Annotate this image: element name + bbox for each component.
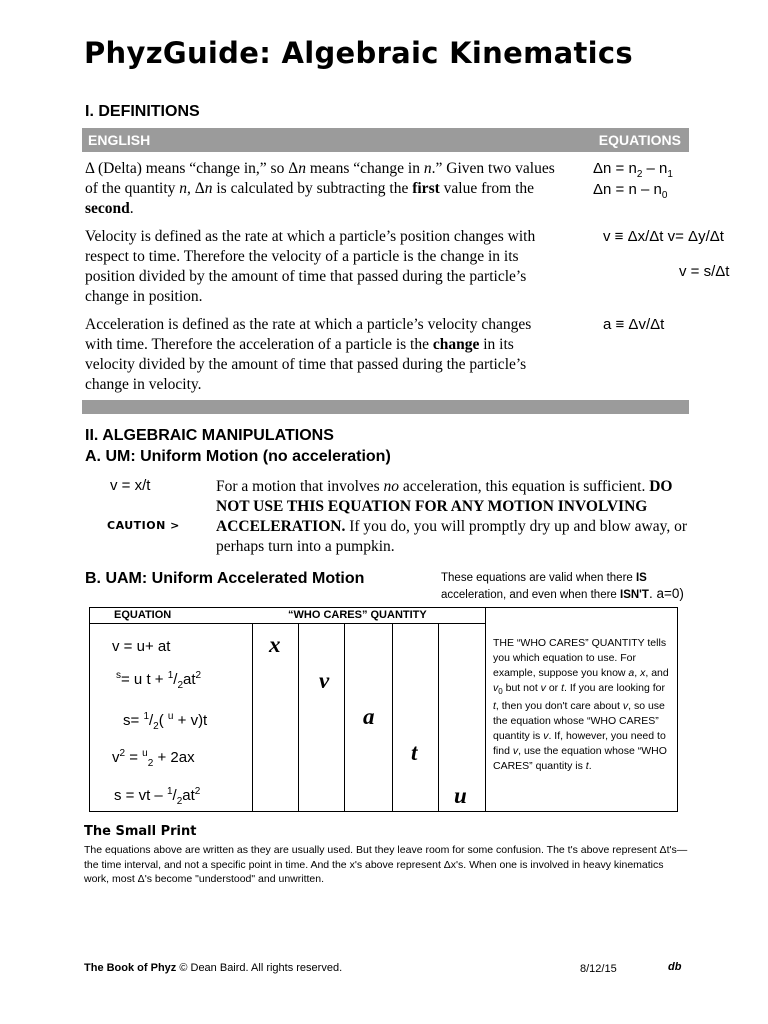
acceleration-equation: a ≡ Δv/Δt bbox=[603, 316, 665, 333]
definitions-header-bar bbox=[82, 128, 689, 152]
um-equation: v = x/t bbox=[110, 477, 151, 494]
definitions-heading: I. DEFINITIONS bbox=[85, 103, 200, 120]
manipulations-heading: II. ALGEBRAIC MANIPULATIONS bbox=[85, 427, 334, 444]
page-title: PhyzGuide: Algebraic Kinematics bbox=[84, 36, 633, 70]
uam-table bbox=[89, 607, 678, 812]
velocity-equation-1: v ≡ Δx/Δt v= Δy/Δt bbox=[603, 228, 724, 245]
acceleration-definition: Acceleration is defined as the rate at which a particle’s velocity changes with time. Therefore the acceleration of a particle is the change in its velocity divided by the amount of time that passed during the particle’s change in velocity. bbox=[85, 316, 532, 393]
footer-date: 8/12/15 bbox=[580, 963, 617, 975]
uam-equation-2: $^s$= u $t + ^1/_2at^2$ bbox=[116, 670, 202, 691]
velocity-equation-2: v = s/Δt bbox=[679, 263, 730, 280]
uam-validity-note: These equations are valid when there IS acceleration, and even when there ISN'T. a=0) bbox=[441, 572, 684, 601]
small-print-text: The equations above are written as they are usually used. But they leave room for some confusion. The t's above represent Δt's—the time interval, and not a specific point in time. And the x's above represent Δx's. When one is involved in heavy kinematics work, most Δ's become "understood" and unwritten. bbox=[84, 844, 688, 885]
definitions-bottom-bar bbox=[82, 400, 689, 414]
um-caution-text: For a motion that involves no acceleration, this equation is sufficient. DO NOT USE THIS EQUATION FOR ANY MOTION INVOLVING ACCELERATION. If you do, you will promptly dry up and blow away, or perhaps turn into a pumpkin. bbox=[216, 478, 687, 555]
col-equations-label: EQUATIONS bbox=[598, 132, 681, 148]
who-cares-u: u bbox=[454, 783, 467, 808]
who-cares-a: a bbox=[363, 704, 375, 729]
col-english-label: ENGLISH bbox=[88, 132, 151, 148]
who-cares-x: x bbox=[269, 632, 281, 657]
who-cares-t: t bbox=[411, 740, 418, 765]
uam-equation-3: $s= ^1/_2$( $^u$ + v)t bbox=[123, 711, 208, 732]
delta-equation-2: $\Delta n = n - n_0$ bbox=[593, 181, 668, 201]
uam-equation-1: v = u+ at bbox=[112, 638, 171, 655]
delta-equation-1: $\Delta n = n_2 - n_1$ bbox=[593, 160, 673, 180]
who-cares-v: v bbox=[319, 668, 330, 693]
uam-equation-4: $v^2 = ^u_2 + 2ax$ bbox=[112, 748, 195, 769]
who-cares-explanation: THE “WHO CARES” QUANTITY tells you which equation to use. For example, suppose you know a, x, and $v_0$ but not v or t. If you are looking for t, then you don't care about v, so use the equation whose “WHO CARES” quantity is v. If, however, you need to find v, use the equation whose “WHO CARES” quantity is t. bbox=[493, 637, 669, 773]
col-equation-label: EQUATION bbox=[114, 609, 172, 621]
delta-definition: Δ (Delta) means “change in,” so Δn means “change in n.” Given two values of the quantity n, Δn is calculated by subtracting the first value from the second. bbox=[85, 160, 555, 217]
uam-heading: B. UAM: Uniform Accelerated Motion bbox=[85, 570, 365, 587]
uam-equation-5: s = vt – $^1/_2at^2$ bbox=[114, 786, 201, 807]
velocity-definition: Velocity is defined as the rate at which a particle’s position changes with respect to time. Therefore the velocity of a particle is the change in its position divided by the amount of time that passed during the particle’s change in position. bbox=[85, 228, 536, 305]
um-heading: A. UM: Uniform Motion (no acceleration) bbox=[85, 448, 391, 465]
col-who-cares-label: “WHO CARES” QUANTITY bbox=[288, 609, 427, 621]
caution-label: CAUTION > bbox=[107, 519, 180, 532]
footer-copyright: The Book of Phyz © Dean Baird. All rights reserved. bbox=[84, 962, 343, 974]
footer-logo: db bbox=[668, 961, 682, 973]
small-print-heading: The Small Print bbox=[84, 824, 197, 839]
